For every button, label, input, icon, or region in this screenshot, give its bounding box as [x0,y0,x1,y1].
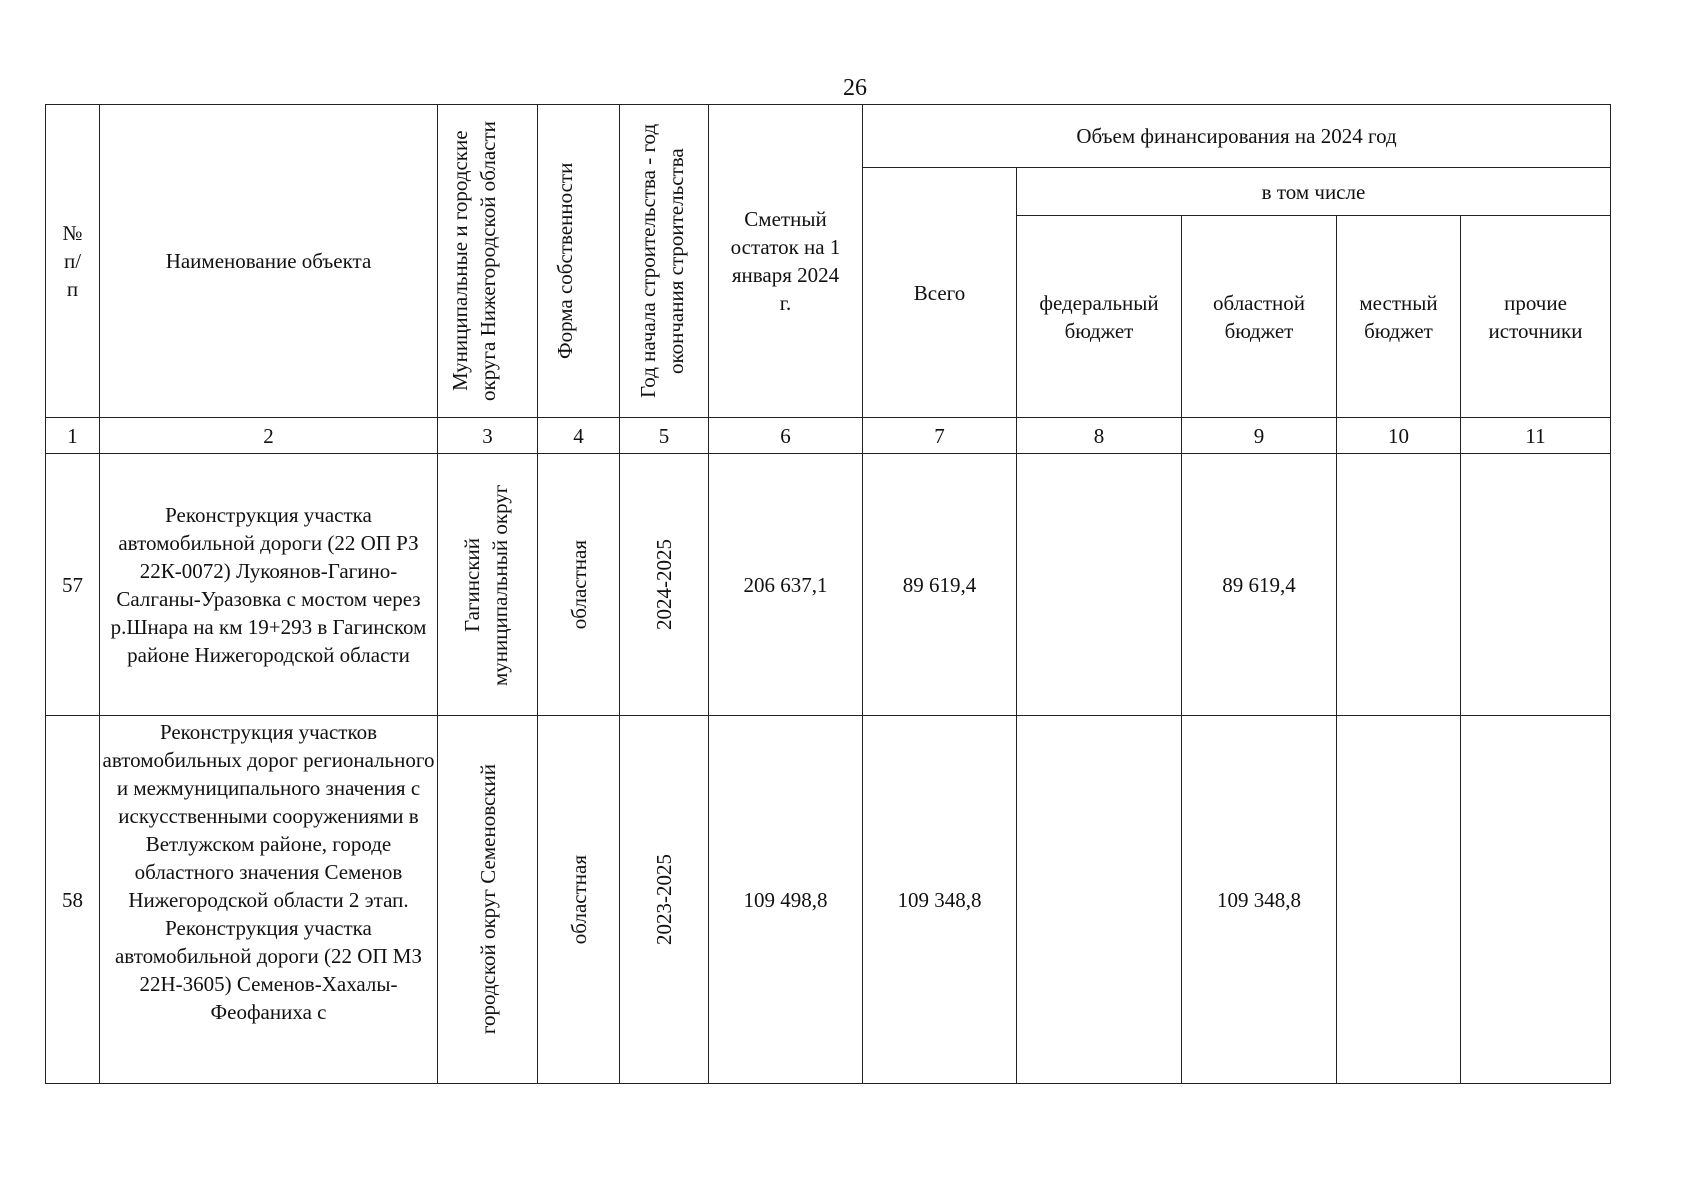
header-ownership: Форма собственности [538,105,620,418]
column-number: 8 [1017,418,1182,454]
row-remainder: 109 498,8 [709,716,863,1084]
header-num: № п/п [46,105,100,418]
row-local [1337,454,1461,716]
column-number: 11 [1461,418,1611,454]
header-other: прочие источники [1461,216,1611,418]
column-number: 6 [709,418,863,454]
row-regional: 89 619,4 [1182,454,1337,716]
row-district: Гагинский муниципальный округ [438,454,538,716]
header-district: Муниципальные и городские округа Нижегородской области [438,105,538,418]
row-remainder: 206 637,1 [709,454,863,716]
row-ownership: областная [538,454,620,716]
header-total: Всего [863,168,1017,418]
row-years: 2024-2025 [620,454,709,716]
header-regional: областной бюджет [1182,216,1337,418]
column-number: 2 [100,418,438,454]
header-name: Наименование объекта [100,105,438,418]
table-row [46,716,1611,1084]
column-number: 1 [46,418,100,454]
row-local [1337,716,1461,1084]
column-number: 7 [863,418,1017,454]
financing-table [45,104,1611,1084]
row-ownership: областная [538,716,620,1084]
row-regional: 109 348,8 [1182,716,1337,1084]
row-total: 89 619,4 [863,454,1017,716]
row-other [1461,454,1611,716]
row-num: 58 [46,716,100,1084]
column-number: 4 [538,418,620,454]
header-years: Год начала строительства - год окончания строительства [620,105,709,418]
row-name: Реконструкция участков автомобильных дорог регионального и межмуниципального значения с искусственными сооружениями в Ветлужском районе, городе областного значения Семенов Нижегородской области 2 этап. Реконструкция участка автомобильной дороги (22 ОП МЗ 22Н-3605) Семенов-Хахалы-Феофаниха с [100,716,438,1084]
row-years: 2023-2025 [620,716,709,1084]
row-name: Реконструкция участка автомобильной дороги (22 ОП РЗ 22К-0072) Лукоянов-Гагино-Салганы-Уразовка с мостом через р.Шнара на км 19+293 в Гагинском районе Нижегородской области [100,454,438,716]
column-number: 5 [620,418,709,454]
row-federal [1017,454,1182,716]
row-total: 109 348,8 [863,716,1017,1084]
header-including-group: в том числе [1017,168,1611,216]
column-number: 10 [1337,418,1461,454]
header-local: местный бюджет [1337,216,1461,418]
row-federal [1017,716,1182,1084]
row-other [1461,716,1611,1084]
header-federal: федеральный бюджет [1017,216,1182,418]
row-num: 57 [46,454,100,716]
header-remainder: Сметный остаток на 1 января 2024 г. [709,105,863,418]
column-number-row [46,418,1611,454]
page-number: 26 [843,75,867,101]
table-row [46,454,1611,716]
column-number: 3 [438,418,538,454]
header-financing-group: Объем финансирования на 2024 год [863,105,1611,168]
column-number: 9 [1182,418,1337,454]
row-district: городской округ Семеновский [438,716,538,1084]
